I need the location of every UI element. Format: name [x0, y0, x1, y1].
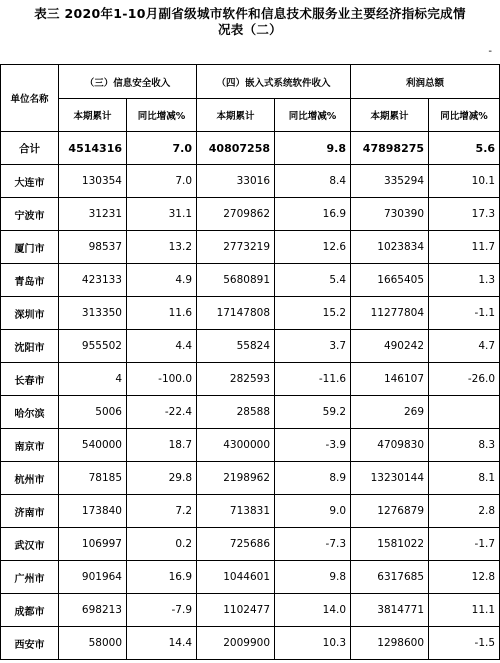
embedded-cumulative-cell: 2773219: [197, 231, 275, 264]
security-yoy-cell: 4.4: [127, 330, 197, 363]
table-row: [1, 198, 500, 231]
embedded-yoy-cell: 10.3: [275, 627, 351, 660]
profit-yoy-cell: 8.1: [429, 462, 500, 495]
embedded-cumulative-cell: 33016: [197, 165, 275, 198]
security-yoy-cell: 13.2: [127, 231, 197, 264]
embedded-yoy-cell: -3.9: [275, 429, 351, 462]
embedded-cumulative-cell: 4300000: [197, 429, 275, 462]
security-cumulative-cell: 5006: [59, 396, 127, 429]
city-name-cell: 成都市: [1, 594, 59, 627]
table-title: [0, 0, 500, 44]
profit-cumulative-cell: 13230144: [351, 462, 429, 495]
city-name-cell: 厦门市: [1, 231, 59, 264]
city-name-cell: 济南市: [1, 495, 59, 528]
security-yoy-cell: 16.9: [127, 561, 197, 594]
embedded-yoy-cell: 14.0: [275, 594, 351, 627]
embedded-cumulative-cell: 5680891: [197, 264, 275, 297]
profit-yoy-cell: 10.1: [429, 165, 500, 198]
profit-cumulative-cell: 146107: [351, 363, 429, 396]
security-yoy-cell: 4.9: [127, 264, 197, 297]
security-cumulative-cell: 4514316: [59, 132, 127, 165]
table-row: [1, 429, 500, 462]
table-row: [1, 264, 500, 297]
security-yoy-cell: 7.0: [127, 165, 197, 198]
security-cumulative-cell: 58000: [59, 627, 127, 660]
header-sub-row: [1, 99, 500, 132]
security-yoy-cell: 31.1: [127, 198, 197, 231]
security-cumulative-cell: 31231: [59, 198, 127, 231]
city-name-cell: 哈尔滨: [1, 396, 59, 429]
profit-yoy-cell: 11.7: [429, 231, 500, 264]
title-spacer: [0, 44, 500, 64]
security-cumulative-cell: 423133: [59, 264, 127, 297]
header-group-embedded-revenue: （四）嵌入式系统软件收入: [197, 65, 351, 99]
table-row: [1, 396, 500, 429]
embedded-yoy-cell: 16.9: [275, 198, 351, 231]
profit-yoy-cell: 5.6: [429, 132, 500, 165]
security-cumulative-cell: 130354: [59, 165, 127, 198]
security-yoy-cell: 14.4: [127, 627, 197, 660]
indicator-table: [0, 64, 500, 660]
city-name-cell: 深圳市: [1, 297, 59, 330]
sub-header-cumulative: 本期累计: [197, 99, 275, 132]
header-group-total-profit: 利润总额: [351, 65, 500, 99]
profit-cumulative-cell: 47898275: [351, 132, 429, 165]
embedded-cumulative-cell: 725686: [197, 528, 275, 561]
embedded-yoy-cell: 9.8: [275, 132, 351, 165]
security-cumulative-cell: 901964: [59, 561, 127, 594]
security-yoy-cell: -22.4: [127, 396, 197, 429]
profit-yoy-cell: 8.3: [429, 429, 500, 462]
city-name-cell: 宁波市: [1, 198, 59, 231]
city-name-cell: 武汉市: [1, 528, 59, 561]
embedded-cumulative-cell: 55824: [197, 330, 275, 363]
profit-yoy-cell: -1.5: [429, 627, 500, 660]
city-name-cell: 南京市: [1, 429, 59, 462]
embedded-yoy-cell: 9.0: [275, 495, 351, 528]
embedded-yoy-cell: 15.2: [275, 297, 351, 330]
embedded-cumulative-cell: 282593: [197, 363, 275, 396]
security-yoy-cell: 11.6: [127, 297, 197, 330]
security-cumulative-cell: 698213: [59, 594, 127, 627]
unit-name-header: 单位名称: [1, 65, 59, 132]
security-cumulative-cell: 78185: [59, 462, 127, 495]
security-cumulative-cell: 955502: [59, 330, 127, 363]
security-cumulative-cell: 313350: [59, 297, 127, 330]
embedded-cumulative-cell: 40807258: [197, 132, 275, 165]
table-row: [1, 297, 500, 330]
table-row: [1, 528, 500, 561]
embedded-yoy-cell: 9.8: [275, 561, 351, 594]
security-cumulative-cell: 173840: [59, 495, 127, 528]
profit-cumulative-cell: 11277804: [351, 297, 429, 330]
profit-yoy-cell: 17.3: [429, 198, 500, 231]
embedded-yoy-cell: -7.3: [275, 528, 351, 561]
table-row: [1, 594, 500, 627]
embedded-yoy-cell: 8.9: [275, 462, 351, 495]
profit-cumulative-cell: 4709830: [351, 429, 429, 462]
city-name-cell: 杭州市: [1, 462, 59, 495]
city-name-cell: 长春市: [1, 363, 59, 396]
city-name-cell: 青岛市: [1, 264, 59, 297]
security-yoy-cell: 7.2: [127, 495, 197, 528]
top-right-mark: -: [488, 46, 492, 57]
embedded-cumulative-cell: 1102477: [197, 594, 275, 627]
profit-cumulative-cell: 6317685: [351, 561, 429, 594]
table-row: [1, 627, 500, 660]
table-row: [1, 330, 500, 363]
sub-header-yoy: 同比增减%: [275, 99, 351, 132]
embedded-cumulative-cell: 2709862: [197, 198, 275, 231]
profit-yoy-cell: -1.7: [429, 528, 500, 561]
city-name-cell: 沈阳市: [1, 330, 59, 363]
profit-yoy-cell: -26.0: [429, 363, 500, 396]
profit-cumulative-cell: 269: [351, 396, 429, 429]
embedded-cumulative-cell: 17147808: [197, 297, 275, 330]
security-cumulative-cell: 540000: [59, 429, 127, 462]
embedded-cumulative-cell: 28588: [197, 396, 275, 429]
table-row: [1, 363, 500, 396]
profit-yoy-cell: 4.7: [429, 330, 500, 363]
profit-cumulative-cell: 490242: [351, 330, 429, 363]
profit-cumulative-cell: 1298600: [351, 627, 429, 660]
profit-yoy-cell: -1.1: [429, 297, 500, 330]
city-name-cell: 大连市: [1, 165, 59, 198]
header-group-security-revenue: （三）信息安全收入: [59, 65, 197, 99]
city-name-cell: 西安市: [1, 627, 59, 660]
security-cumulative-cell: 4: [59, 363, 127, 396]
security-cumulative-cell: 98537: [59, 231, 127, 264]
security-cumulative-cell: 106997: [59, 528, 127, 561]
security-yoy-cell: -7.9: [127, 594, 197, 627]
header-group-row: [1, 65, 500, 99]
security-yoy-cell: 0.2: [127, 528, 197, 561]
table-row: [1, 231, 500, 264]
embedded-yoy-cell: -11.6: [275, 363, 351, 396]
profit-cumulative-cell: 3814771: [351, 594, 429, 627]
profit-cumulative-cell: 335294: [351, 165, 429, 198]
embedded-cumulative-cell: 2198962: [197, 462, 275, 495]
profit-cumulative-cell: 1665405: [351, 264, 429, 297]
table-title-line-2: 况表（二）: [217, 22, 282, 37]
embedded-yoy-cell: 8.4: [275, 165, 351, 198]
table-row: [1, 165, 500, 198]
profit-yoy-cell: 1.3: [429, 264, 500, 297]
profit-yoy-cell: 11.1: [429, 594, 500, 627]
profit-cumulative-cell: 730390: [351, 198, 429, 231]
table-title-line-1: 表三 2020年1-10月副省级城市软件和信息技术服务业主要经济指标完成情: [34, 6, 466, 21]
sub-header-yoy: 同比增减%: [429, 99, 500, 132]
profit-yoy-cell: [429, 396, 500, 429]
table-row: [1, 561, 500, 594]
city-name-cell: 广州市: [1, 561, 59, 594]
security-yoy-cell: 18.7: [127, 429, 197, 462]
sub-header-cumulative: 本期累计: [351, 99, 429, 132]
embedded-yoy-cell: 59.2: [275, 396, 351, 429]
total-row: [1, 132, 500, 165]
sub-header-cumulative: 本期累计: [59, 99, 127, 132]
profit-yoy-cell: 2.8: [429, 495, 500, 528]
embedded-yoy-cell: 12.6: [275, 231, 351, 264]
security-yoy-cell: 7.0: [127, 132, 197, 165]
embedded-cumulative-cell: 713831: [197, 495, 275, 528]
sub-header-yoy: 同比增减%: [127, 99, 197, 132]
profit-cumulative-cell: 1581022: [351, 528, 429, 561]
embedded-yoy-cell: 3.7: [275, 330, 351, 363]
profit-cumulative-cell: 1023834: [351, 231, 429, 264]
embedded-yoy-cell: 5.4: [275, 264, 351, 297]
table-row: [1, 462, 500, 495]
embedded-cumulative-cell: 1044601: [197, 561, 275, 594]
security-yoy-cell: 29.8: [127, 462, 197, 495]
security-yoy-cell: -100.0: [127, 363, 197, 396]
profit-yoy-cell: 12.8: [429, 561, 500, 594]
table-row: [1, 495, 500, 528]
city-name-cell: 合计: [1, 132, 59, 165]
profit-cumulative-cell: 1276879: [351, 495, 429, 528]
embedded-cumulative-cell: 2009900: [197, 627, 275, 660]
